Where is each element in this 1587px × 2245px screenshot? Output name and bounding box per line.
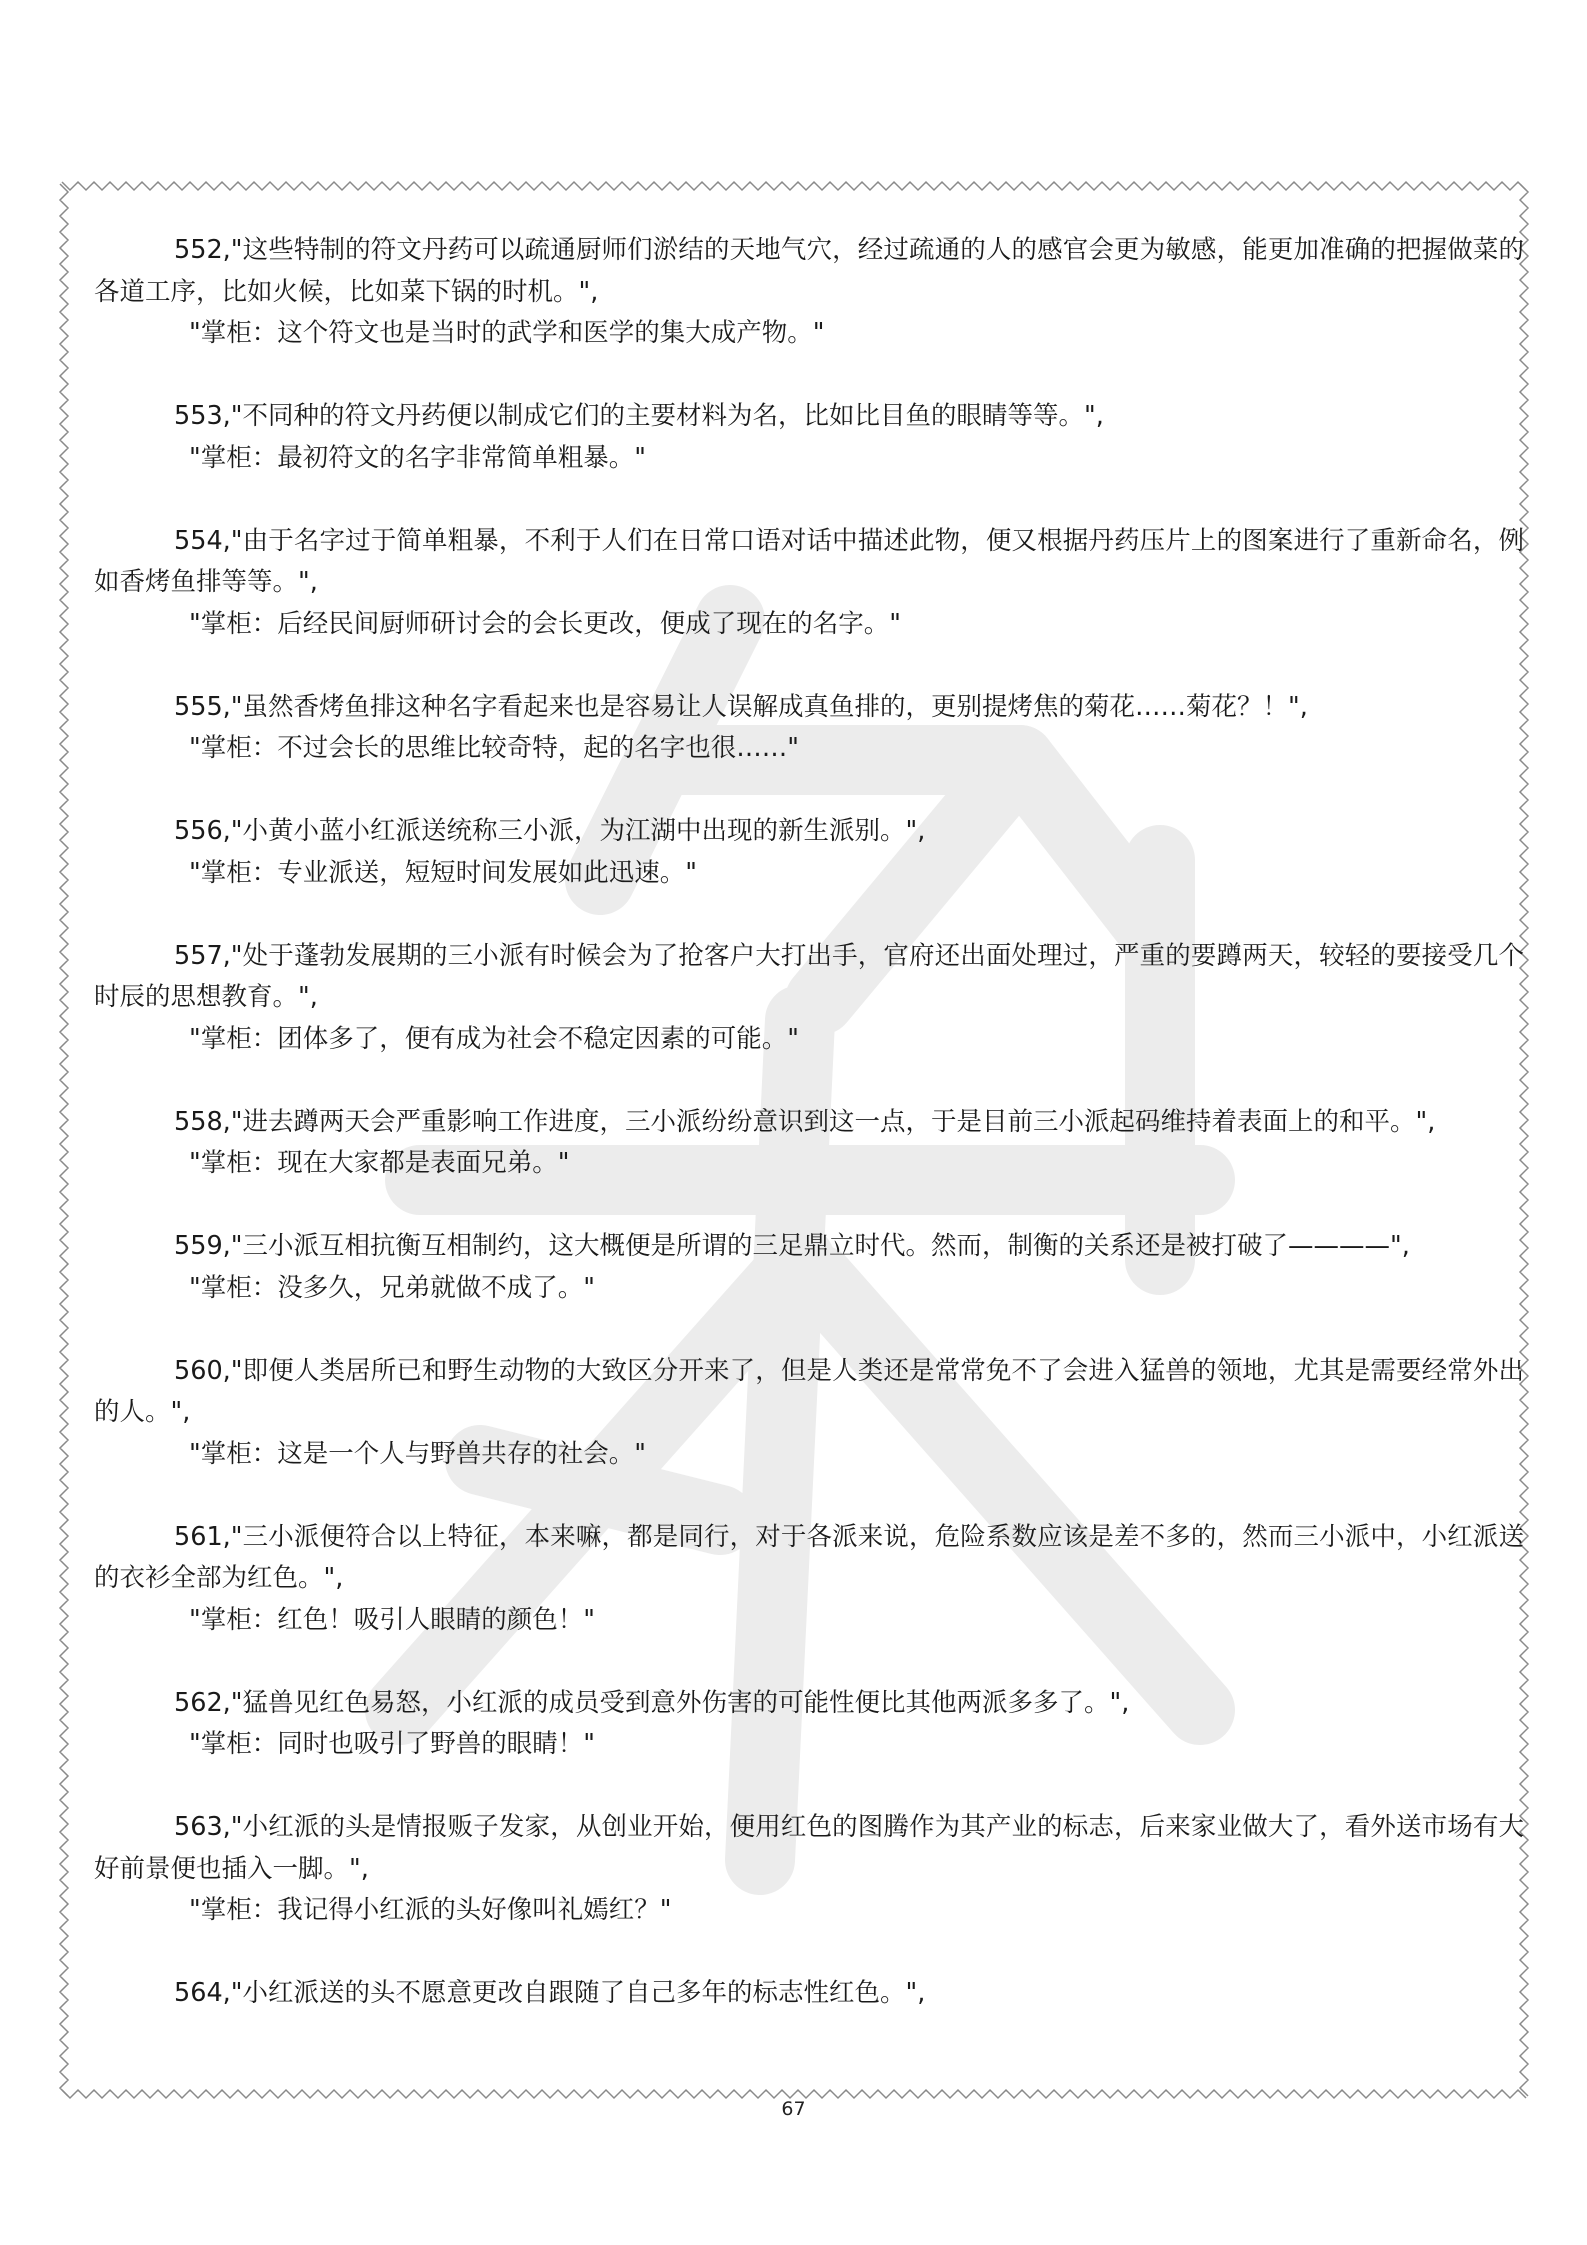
entry-text: 552,"这些特制的符文丹药可以疏通厨师们淤结的天地气穴，经过疏通的人的感官会更为敏感，能更加准确的把握做菜的各道工序，比如火候，比如菜下锅的时机。", [94,235,1524,307]
dialogue-entry [94,1807,1524,1932]
dialogue-entry [94,396,1524,479]
shopkeeper-reply: "掌柜：我记得小红派的头好像叫礼嫣红？" [189,1895,672,1925]
dialogue-entry [94,936,1524,1061]
shopkeeper-reply: "掌柜：同时也吸引了野兽的眼睛！" [189,1729,595,1759]
entry-text: 564,"小红派送的头不愿意更改自跟随了自己多年的标志性红色。", [174,1978,926,2008]
entry-text: 558,"进去蹲两天会严重影响工作进度，三小派纷纷意识到这一点，于是目前三小派起码维持着表面上的和平。", [174,1106,1436,1137]
shopkeeper-reply: "掌柜：现在大家都是表面兄弟。" [189,1148,570,1178]
document-body [94,230,1524,2056]
dialogue-entry [94,811,1524,894]
entry-text: 557,"处于蓬勃发展期的三小派有时候会为了抢客户大打出手，官府还出面处理过，严重的要蹲两天，较轻的要接受几个时辰的思想教育。", [94,940,1524,1012]
dialogue-entry [94,1973,1524,2015]
dialogue-entry [94,230,1524,355]
shopkeeper-reply: "掌柜：后经民间厨师研讨会的会长更改，便成了现在的名字。" [189,608,901,639]
entry-text: 561,"三小派便符合以上特征，本来嘛，都是同行，对于各派来说，危险系数应该是差不多的，然而三小派中，小红派送的衣衫全部为红色。", [94,1521,1524,1593]
dialogue-entry [94,521,1524,646]
entry-text: 554,"由于名字过于简单粗暴，不利于人们在日常口语对话中描述此物，便又根据丹药压片上的图案进行了重新命名，例如香烤鱼排等等。", [94,525,1524,597]
entry-text: 553,"不同种的符文丹药便以制成它们的主要材料为名，比如比目鱼的眼睛等等。", [174,401,1104,431]
entry-text: 560,"即便人类居所已和野生动物的大致区分开来了，但是人类还是常常免不了会进入猛兽的领地，尤其是需要经常外出的人。", [94,1355,1524,1427]
entry-text: 555,"虽然香烤鱼排这种名字看起来也是容易让人误解成真鱼排的，更别提烤焦的菊花……菊花？！", [174,691,1308,722]
dialogue-entry [94,1351,1524,1476]
shopkeeper-reply: "掌柜：专业派送，短短时间发展如此迅速。" [189,857,697,888]
entry-text: 556,"小黄小蓝小红派送统称三小派，为江湖中出现的新生派别。", [174,816,926,846]
shopkeeper-reply: "掌柜：没多久，兄弟就做不成了。" [189,1272,595,1303]
dialogue-entry [94,1102,1524,1185]
dialogue-entry [94,1517,1524,1642]
entry-text: 559,"三小派互相抗衡互相制约，这大概便是所谓的三足鼎立时代。然而，制衡的关系还是被打破了————", [174,1231,1410,1261]
shopkeeper-reply: "掌柜：这个符文也是当时的武学和医学的集大成产物。" [189,318,825,348]
dialogue-entry [94,1683,1524,1766]
shopkeeper-reply: "掌柜：最初符文的名字非常简单粗暴。" [189,442,646,473]
page-number: 67 [781,2098,806,2120]
shopkeeper-reply: "掌柜：不过会长的思维比较奇特，起的名字也很……" [189,733,799,763]
shopkeeper-reply: "掌柜：红色！吸引人眼睛的颜色！" [189,1604,595,1635]
shopkeeper-reply: "掌柜：这是一个人与野兽共存的社会。" [189,1438,646,1469]
dialogue-entry [94,687,1524,770]
entry-text: 563,"小红派的头是情报贩子发家，从创业开始，便用红色的图腾作为其产业的标志，后来家业做大了，看外送市场有大好前景便也插入一脚。", [94,1812,1524,1884]
dialogue-entry [94,1226,1524,1309]
shopkeeper-reply: "掌柜：团体多了，便有成为社会不稳定因素的可能。" [189,1023,799,1054]
entry-text: 562,"猛兽见红色易怒，小红派的成员受到意外伤害的可能性便比其他两派多多了。", [174,1687,1130,1718]
